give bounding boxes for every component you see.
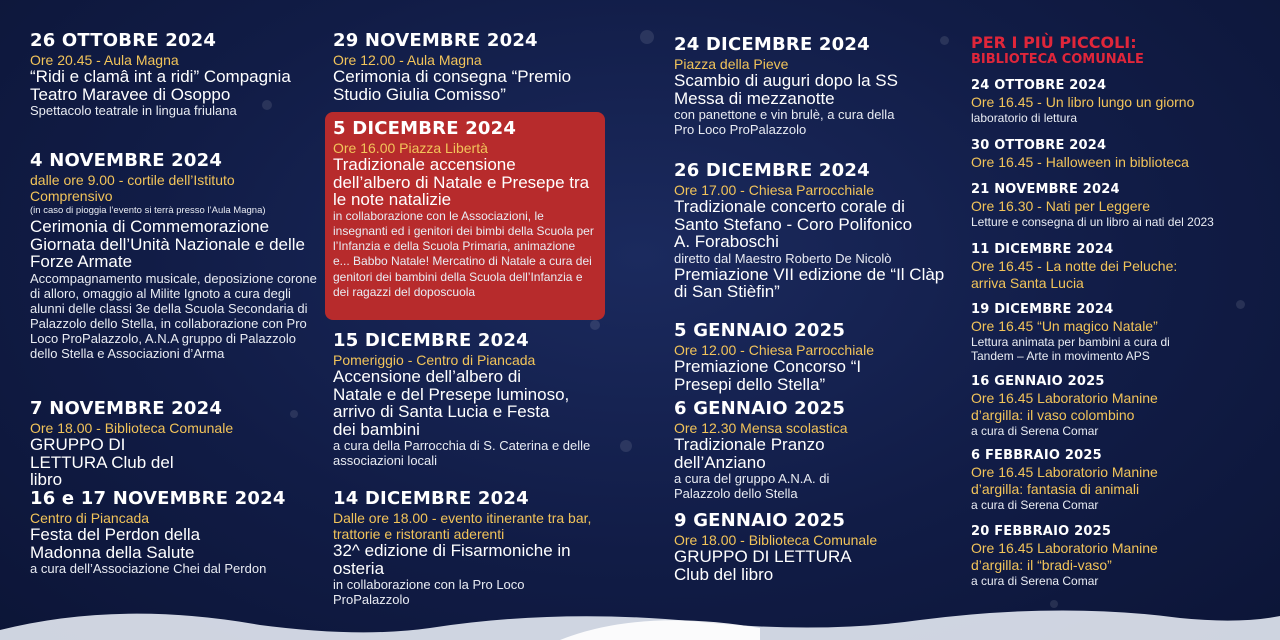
event-time-place: Dalle ore 18.00 - evento itinerante tra bar, trattorie e ristoranti aderenti: [333, 510, 592, 542]
event-card: [674, 398, 949, 501]
kids-event: [971, 524, 1263, 588]
event-title: Scambio di auguri dopo la SS Messa di mezzanotte: [674, 71, 898, 108]
event-date: 5 GENNAIO 2025: [674, 320, 846, 341]
event-card: [30, 150, 320, 361]
event-date: 4 NOVEMBRE 2024: [30, 150, 223, 171]
event-time-place: Ore 17.00 - Chiesa Parrocchiale: [674, 182, 874, 198]
event-time-place: Ore 12.30 Mensa scolastica: [674, 420, 848, 436]
event-time-place: Pomeriggio - Centro di Piancada: [333, 352, 536, 368]
event-date: 20 FEBBRAIO 2025: [971, 524, 1112, 539]
event-time-title: Ore 16.45 Laboratorio Manine d’argilla: il vaso colombino: [971, 390, 1158, 423]
snowflake: [590, 320, 600, 330]
event-description: Lettura animata per bambini a cura di Tandem – Arte in movimento APS: [971, 335, 1170, 363]
event-time-title: Ore 16.30 - Nati per Leggere: [971, 198, 1150, 214]
event-date: 5 DICEMBRE 2024: [333, 118, 517, 139]
event-time-place: Ore 18.00 - Biblioteca Comunale: [30, 420, 234, 436]
event-date: 14 DICEMBRE 2024: [333, 488, 529, 509]
event-date: 21 NOVEMBRE 2024: [971, 182, 1120, 197]
event-description: a cura di Serena Comar: [971, 424, 1099, 438]
event-title: 32^ edizione di Fisarmoniche in osteria: [333, 541, 571, 578]
event-date: 6 FEBBRAIO 2025: [971, 448, 1102, 463]
event-time-place: Piazza della Pieve: [674, 56, 789, 72]
event-award: Premiazione VII edizione de “Il Clàp di San Stièfin”: [674, 264, 945, 301]
event-description: a cura del gruppo A.N.A. di Palazzolo dello Stella: [674, 471, 830, 501]
kids-event: [971, 374, 1263, 438]
event-description: Letture e consegna di un libro ai nati del 2023: [971, 215, 1214, 229]
event-date: 6 GENNAIO 2025: [674, 398, 846, 419]
event-date: 19 DICEMBRE 2024: [971, 302, 1114, 317]
event-time-place: Ore 16.00 Piazza Libertà: [333, 140, 488, 156]
event-card: [674, 160, 949, 301]
kids-event: [971, 448, 1263, 512]
event-time-place: Ore 18.00 - Biblioteca Comunale: [674, 532, 878, 548]
event-date: 16 GENNAIO 2025: [971, 374, 1105, 389]
event-time-place: Ore 20.45 - Aula Magna: [30, 52, 179, 68]
event-title: GRUPPO DI LETTURA Club del libro: [674, 547, 851, 584]
event-card: [30, 398, 320, 489]
kids-event: [971, 78, 1263, 125]
event-title: Cerimonia di consegna “Premio Studio Giulia Comisso”: [333, 67, 572, 104]
kids-heading-block: [971, 34, 1263, 67]
snowflake: [620, 440, 632, 452]
event-date: 9 GENNAIO 2025: [674, 510, 846, 531]
event-time-title: Ore 16.45 “Un magico Natale”: [971, 318, 1158, 334]
event-title: Festa del Perdon della Madonna della Salute: [30, 525, 201, 562]
event-title: Accensione dell’albero di Natale e del Presepe luminoso, arrivo di Santa Lucia e Festa dei bambini: [333, 367, 570, 439]
event-time-place: Ore 12.00 - Aula Magna: [333, 52, 482, 68]
event-date: 24 OTTOBRE 2024: [971, 78, 1107, 93]
event-date: 7 NOVEMBRE 2024: [30, 398, 223, 419]
event-card: [30, 488, 320, 576]
kids-event: [971, 138, 1263, 171]
event-card: [333, 30, 608, 103]
event-title: Cerimonia di Commemorazione Giornata dell’Unità Nazionale e delle Forze Armate: [30, 217, 305, 271]
event-card: [674, 34, 949, 137]
event-title: Tradizionale accensione dell’albero di Natale e Presepe tra le note natalizie: [333, 155, 590, 209]
event-description: a cura di Serena Comar: [971, 574, 1099, 588]
kids-event: [971, 302, 1263, 363]
event-title: Tradizionale concerto corale di Santo Stefano - Coro Polifonico A. Foraboschi: [674, 197, 913, 251]
event-description: Accompagnamento musicale, deposizione corone di alloro, omaggio al Milite Ignoto a cura degli alunni delle classi 3e della Scuola Secondaria di Palazzolo dello Stella, in collaborazione con Pro Loco ProPalazzolo, A.N.A gruppo di Palazzolo dello Stella e Associazioni d’Arma: [30, 270, 317, 361]
event-description: a cura di Serena Comar: [971, 498, 1099, 512]
event-card: [30, 30, 320, 118]
snowy-hills: [0, 590, 1280, 640]
event-time-title: Ore 16.45 - Un libro lungo un giorno: [971, 94, 1195, 110]
event-description: Spettacolo teatrale in lingua friulana: [30, 103, 237, 118]
event-title: GRUPPO DI LETTURA Club del libro: [30, 435, 174, 489]
kids-event: [971, 242, 1263, 292]
event-description: laboratorio di lettura: [971, 111, 1078, 125]
event-description: a cura della Parrocchia di S. Caterina e delle associazioni locali: [333, 438, 591, 468]
kids-subheading: BIBLIOTECA COMUNALE: [971, 52, 1144, 67]
event-card: [333, 488, 608, 607]
event-note: (in caso di pioggia l’evento si terrà presso l’Aula Magna): [30, 205, 266, 216]
event-title: Premiazione Concorso “I Presepi dello Stella”: [674, 357, 862, 394]
event-time-title: Ore 16.45 Laboratorio Manine d’argilla: fantasia di animali: [971, 464, 1158, 497]
event-description: diretto dal Maestro Roberto De Nicolò: [674, 250, 892, 266]
event-card: [674, 320, 949, 393]
highlight-event-box: [325, 112, 605, 320]
event-time-title: Ore 16.45 - Halloween in biblioteca: [971, 154, 1189, 170]
event-description: a cura dell’Associazione Chei dal Perdon: [30, 561, 267, 576]
event-card: [333, 330, 608, 468]
event-date: 16 e 17 NOVEMBRE 2024: [30, 488, 286, 509]
event-title: “Ridi e clamâ int a ridi” Compagnia Teatro Maravee di Osoppo: [30, 67, 291, 104]
snowflake: [640, 30, 654, 44]
kids-event: [971, 182, 1263, 229]
event-time-place: Centro di Piancada: [30, 510, 150, 526]
event-date: 24 DICEMBRE 2024: [674, 34, 870, 55]
event-card: [674, 510, 949, 583]
event-date: 30 OTTOBRE 2024: [971, 138, 1107, 153]
event-description: in collaborazione con le Associazioni, le insegnanti ed i genitori dei bimbi della Scuola per l’Infanzia e della Scuola Primaria, animazione e... Babbo Natale! Mercatino di Natale a cura dei genitori dei bambini della Scuola dell’Infanzia e dei ragazzi del doposcuola: [333, 208, 594, 299]
event-date: 26 DICEMBRE 2024: [674, 160, 870, 181]
event-time-place: Ore 12.00 - Chiesa Parrocchiale: [674, 342, 874, 358]
event-date: 29 NOVEMBRE 2024: [333, 30, 538, 51]
event-time-title: Ore 16.45 - La notte dei Peluche: arriva Santa Lucia: [971, 258, 1178, 291]
event-time-place: dalle ore 9.00 - cortile dell’Istituto Comprensivo: [30, 172, 235, 204]
event-time-title: Ore 16.45 Laboratorio Manine d’argilla: il “bradi-vaso”: [971, 540, 1158, 573]
event-date: 26 OTTOBRE 2024: [30, 30, 217, 51]
event-title: Tradizionale Pranzo dell’Anziano: [674, 435, 825, 472]
event-date: 15 DICEMBRE 2024: [333, 330, 529, 351]
event-description: in collaborazione con la Pro Loco ProPalazzolo: [333, 577, 525, 607]
kids-heading: PER I PIÙ PICCOLI:: [971, 33, 1137, 52]
event-description: con panettone e vin brulè, a cura della Pro Loco ProPalazzolo: [674, 107, 895, 137]
event-date: 11 DICEMBRE 2024: [971, 242, 1114, 257]
